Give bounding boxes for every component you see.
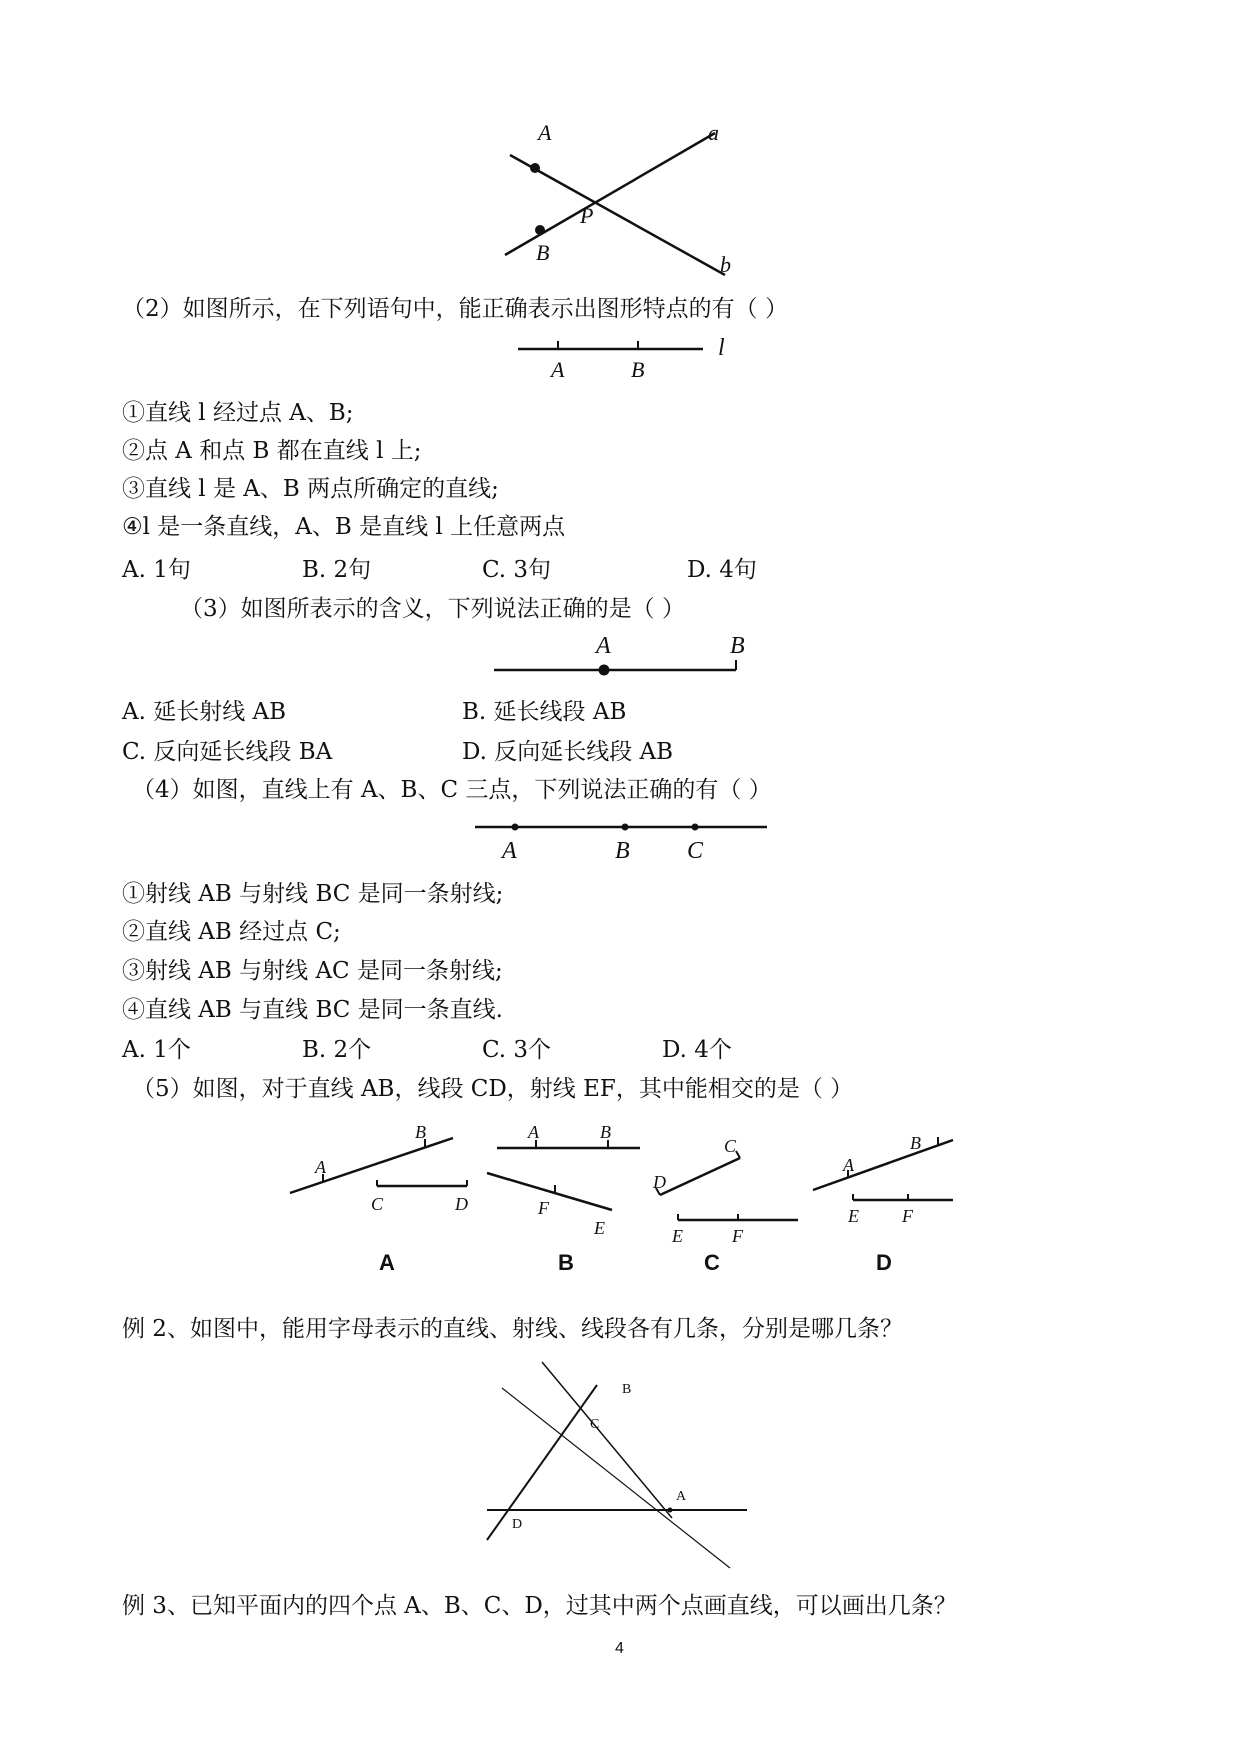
q4-option-d: D. 4个 — [662, 1037, 732, 1063]
label-b: b — [720, 252, 731, 277]
label-A: A — [596, 633, 611, 659]
line-ba — [542, 1362, 672, 1518]
q4-item-3: ③射线 AB 与射线 AC 是同一条射线; — [122, 958, 503, 984]
figure-example-2 — [482, 1350, 752, 1580]
label-D: D — [512, 1517, 523, 1532]
label-a: a — [708, 120, 719, 145]
caption-D: D — [876, 1250, 892, 1275]
label-A: A — [315, 1157, 326, 1177]
label-B: B — [536, 240, 550, 265]
label-F: F — [902, 1206, 913, 1226]
q2-option-c: C. 3句 — [482, 557, 552, 583]
line-ca — [502, 1388, 730, 1568]
label-A: A — [528, 1122, 539, 1142]
caption-B: B — [558, 1250, 574, 1275]
q5-panel-d — [808, 1118, 968, 1288]
point-B — [622, 824, 629, 831]
label-l: l — [718, 335, 725, 361]
point-C — [692, 824, 699, 831]
label-B: B — [631, 357, 645, 382]
q5-panel-a — [285, 1118, 485, 1288]
page-number: 4 — [615, 1640, 624, 1657]
q4-option-c: C. 3个 — [482, 1037, 552, 1063]
label-C: C — [371, 1194, 384, 1214]
q4-option-a: A. 1个 — [122, 1037, 191, 1063]
q2-option-d: D. 4句 — [687, 557, 757, 583]
q2-option-a: A. 1句 — [122, 557, 191, 583]
label-P: P — [580, 203, 594, 228]
figure-intersecting-lines — [500, 120, 740, 280]
q3-option-a: A. 延长射线 AB — [122, 699, 287, 725]
q4-item-2: ②直线 AB 经过点 C; — [122, 919, 341, 945]
q3-option-b: B. 延长线段 AB — [462, 699, 627, 725]
tick-C — [736, 1151, 740, 1158]
label-F: F — [538, 1198, 549, 1218]
q2-item-2: ②点 A 和点 B 都在直线 l 上; — [122, 438, 422, 464]
label-C: C — [590, 1417, 600, 1432]
label-A: A — [538, 120, 552, 145]
point-A — [512, 824, 519, 831]
line-a — [505, 133, 715, 255]
q3-option-c: C. 反向延长线段 BA — [122, 739, 333, 765]
example-3-text: 例 3、已知平面内的四个点 A、B、C、D，过其中两个点画直线，可以画出几条？ — [122, 1593, 957, 1619]
q2-item-1: ①直线 l 经过点 A、B; — [122, 400, 354, 426]
q2-stem: （2）如图所示，在下列语句中，能正确表示出图形特点的有（ ） — [122, 296, 788, 322]
caption-C: C — [704, 1250, 720, 1275]
point-a — [530, 163, 540, 173]
q2-item-4: ④l 是一条直线，A、B 是直线 l 上任意两点 — [122, 514, 566, 540]
q5-panel-b — [482, 1118, 642, 1288]
figure-q4-line — [475, 815, 775, 865]
ray-ef — [487, 1173, 612, 1210]
label-B: B — [622, 1382, 632, 1397]
q3-option-d: D. 反向延长线段 AB — [462, 739, 674, 765]
point-A — [599, 665, 610, 676]
label-B: B — [730, 633, 745, 659]
label-B: B — [415, 1122, 426, 1142]
label-A: A — [502, 838, 517, 864]
label-B: B — [615, 838, 630, 864]
q3-stem: （3）如图所表示的含义，下列说法正确的是（ ） — [180, 596, 685, 622]
q4-stem: （4）如图，直线上有 A、B、C 三点，下列说法正确的有（ ） — [132, 777, 772, 803]
segment-cd — [660, 1158, 740, 1195]
label-A: A — [676, 1489, 687, 1504]
label-A: A — [551, 357, 565, 382]
point-b — [535, 225, 545, 235]
q2-option-b: B. 2句 — [302, 557, 372, 583]
q4-item-1: ①射线 AB 与射线 BC 是同一条射线; — [122, 881, 504, 907]
example-2-text: 例 2、如图中，能用字母表示的直线、射线、线段各有几条，分别是哪几条？ — [122, 1316, 903, 1342]
label-E: E — [672, 1226, 683, 1246]
label-C: C — [724, 1136, 737, 1156]
label-E: E — [848, 1206, 859, 1226]
label-D: D — [653, 1172, 666, 1192]
label-B: B — [600, 1122, 611, 1142]
q4-option-b: B. 2个 — [302, 1037, 372, 1063]
label-B: B — [910, 1133, 921, 1153]
label-D: D — [455, 1194, 468, 1214]
label-E: E — [594, 1218, 605, 1238]
label-F: F — [732, 1226, 743, 1246]
q2-item-3: ③直线 l 是 A、B 两点所确定的直线; — [122, 476, 499, 502]
point-A — [668, 1508, 673, 1513]
line-ab — [813, 1140, 953, 1190]
q4-item-4: ④直线 AB 与直线 BC 是同一条直线. — [122, 997, 503, 1023]
label-A: A — [843, 1155, 854, 1175]
q5-stem: （5）如图，对于直线 AB，线段 CD，射线 EF，其中能相交的是（ ） — [132, 1076, 854, 1102]
figure-q3-segment — [492, 632, 762, 682]
label-C: C — [687, 838, 704, 864]
figure-q2-line-l — [518, 335, 738, 385]
q5-panel-c — [648, 1118, 808, 1288]
caption-A: A — [379, 1250, 395, 1275]
